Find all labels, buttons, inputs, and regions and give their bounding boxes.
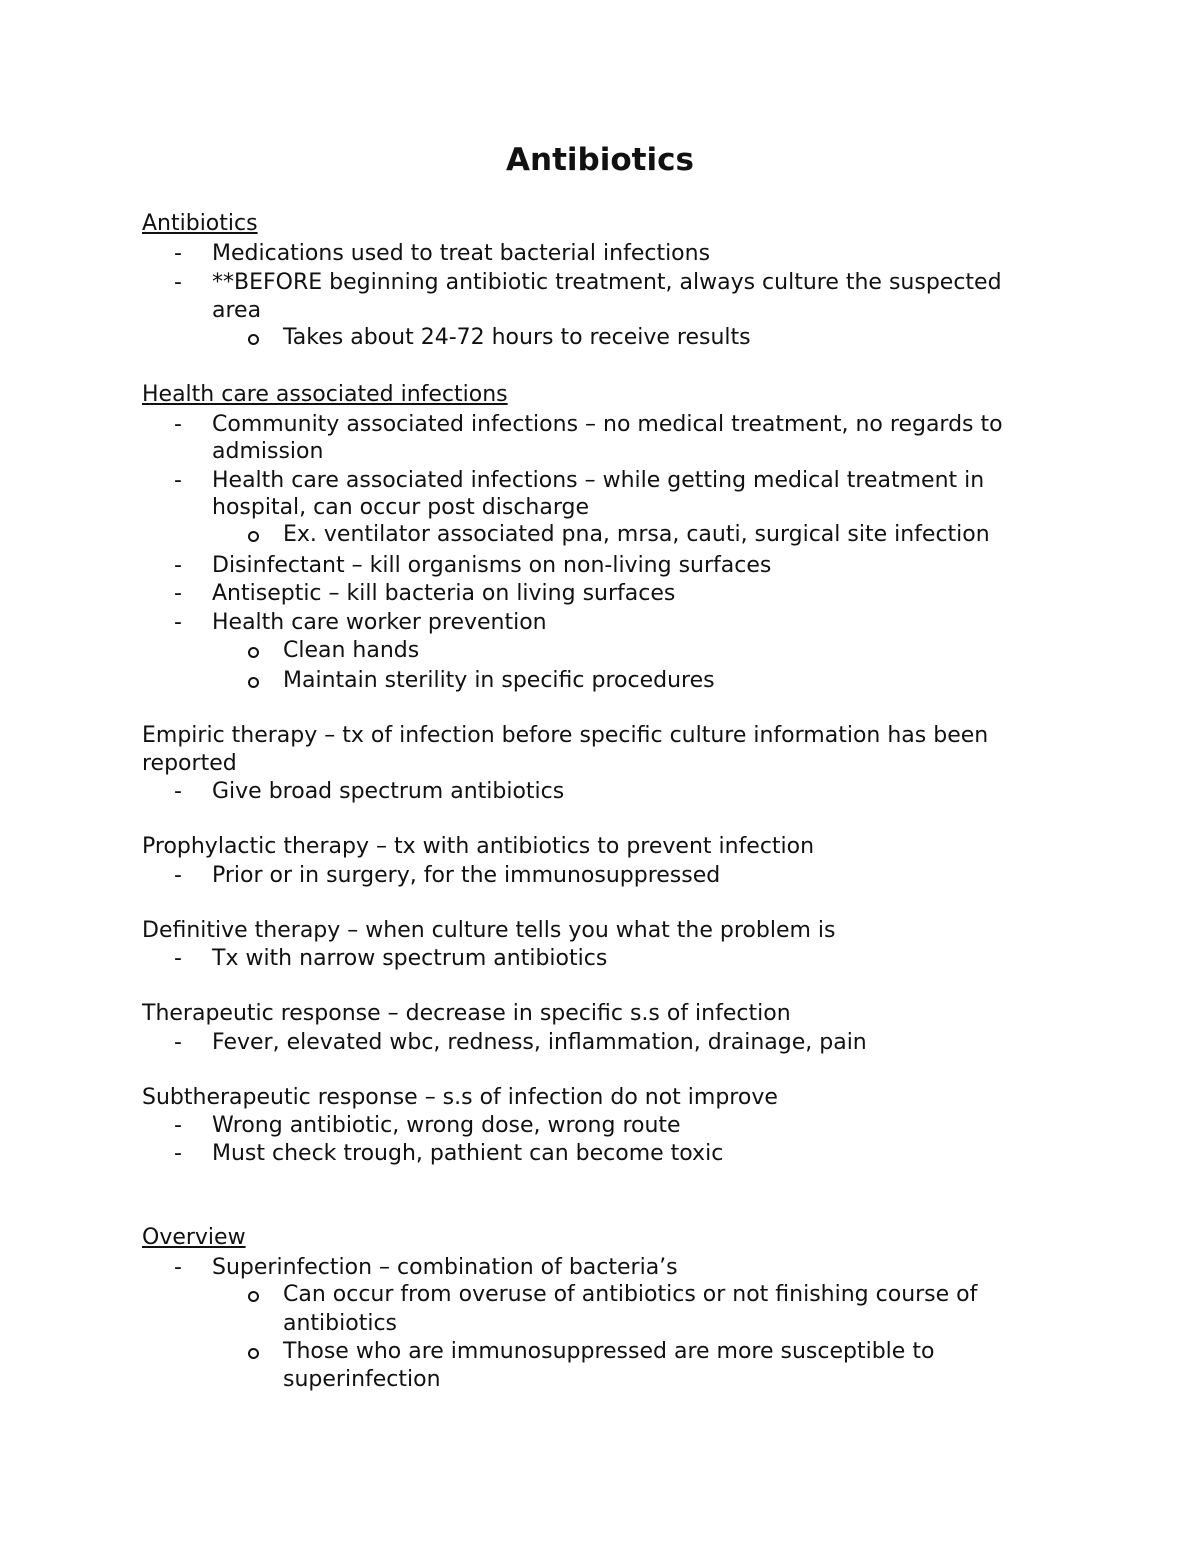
bullet-circle-icon bbox=[248, 1348, 259, 1359]
paragraph: Empiric therapy – tx of infection before specific culture information has been bbox=[142, 723, 989, 748]
sub-list-item-continuation: antibiotics bbox=[283, 1311, 397, 1336]
list-item-continuation: hospital, can occur post discharge bbox=[212, 495, 590, 520]
list-item: Must check trough, pathient can become toxic bbox=[212, 1141, 724, 1166]
bullet-dash: - bbox=[174, 553, 182, 578]
list-item: Medications used to treat bacterial infections bbox=[212, 241, 711, 266]
bullet-circle-icon bbox=[248, 647, 259, 658]
list-item: Give broad spectrum antibiotics bbox=[212, 779, 565, 804]
page-title: Antibiotics bbox=[506, 142, 694, 178]
sub-list-item: Can occur from overuse of antibiotics or not finishing course of bbox=[283, 1282, 978, 1307]
bullet-circle-icon bbox=[248, 531, 259, 542]
list-item: Disinfectant – kill organisms on non-living surfaces bbox=[212, 553, 772, 578]
list-item: Prior or in surgery, for the immunosuppressed bbox=[212, 863, 721, 888]
sub-list-item-continuation: superinfection bbox=[283, 1367, 441, 1392]
paragraph: Definitive therapy – when culture tells you what the problem is bbox=[142, 918, 836, 943]
sub-list-item: Ex. ventilator associated pna, mrsa, cauti, surgical site infection bbox=[283, 522, 990, 547]
bullet-dash: - bbox=[174, 270, 182, 295]
bullet-circle-icon bbox=[248, 334, 259, 345]
list-item-continuation: admission bbox=[212, 439, 324, 464]
bullet-circle-icon bbox=[248, 677, 259, 688]
bullet-dash: - bbox=[174, 1113, 182, 1138]
bullet-dash: - bbox=[174, 1141, 182, 1166]
bullet-dash: - bbox=[174, 946, 182, 971]
bullet-dash: - bbox=[174, 412, 182, 437]
bullet-dash: - bbox=[174, 1030, 182, 1055]
list-item: Health care worker prevention bbox=[212, 610, 547, 635]
list-item: Antiseptic – kill bacteria on living surfaces bbox=[212, 581, 676, 606]
paragraph: Therapeutic response – decrease in specific s.s of infection bbox=[142, 1001, 791, 1026]
sub-list-item: Clean hands bbox=[283, 638, 420, 663]
bullet-circle-icon bbox=[248, 1291, 259, 1302]
bullet-dash: - bbox=[174, 468, 182, 493]
list-item: Health care associated infections – while getting medical treatment in bbox=[212, 468, 985, 493]
bullet-dash: - bbox=[174, 610, 182, 635]
paragraph: Subtherapeutic response – s.s of infection do not improve bbox=[142, 1085, 778, 1110]
section-heading-hai: Health care associated infections bbox=[142, 382, 508, 407]
bullet-dash: - bbox=[174, 863, 182, 888]
list-item-continuation: area bbox=[212, 298, 262, 323]
list-item: Superinfection – combination of bacteria’s bbox=[212, 1255, 678, 1280]
sub-list-item: Those who are immunosuppressed are more susceptible to bbox=[283, 1339, 935, 1364]
list-item: **BEFORE beginning antibiotic treatment, always culture the suspected bbox=[212, 270, 1002, 295]
section-heading-overview: Overview bbox=[142, 1225, 246, 1250]
bullet-dash: - bbox=[174, 581, 182, 606]
sub-list-item: Takes about 24-72 hours to receive results bbox=[283, 325, 751, 350]
paragraph: Prophylactic therapy – tx with antibiotics to prevent infection bbox=[142, 834, 815, 859]
list-item: Wrong antibiotic, wrong dose, wrong route bbox=[212, 1113, 681, 1138]
bullet-dash: - bbox=[174, 779, 182, 804]
section-heading-antibiotics: Antibiotics bbox=[142, 211, 258, 236]
bullet-dash: - bbox=[174, 241, 182, 266]
list-item: Community associated infections – no medical treatment, no regards to bbox=[212, 412, 1003, 437]
paragraph-continuation: reported bbox=[142, 751, 237, 776]
bullet-dash: - bbox=[174, 1255, 182, 1280]
list-item: Tx with narrow spectrum antibiotics bbox=[212, 946, 608, 971]
sub-list-item: Maintain sterility in specific procedures bbox=[283, 668, 715, 693]
list-item: Fever, elevated wbc, redness, inflammation, drainage, pain bbox=[212, 1030, 867, 1055]
